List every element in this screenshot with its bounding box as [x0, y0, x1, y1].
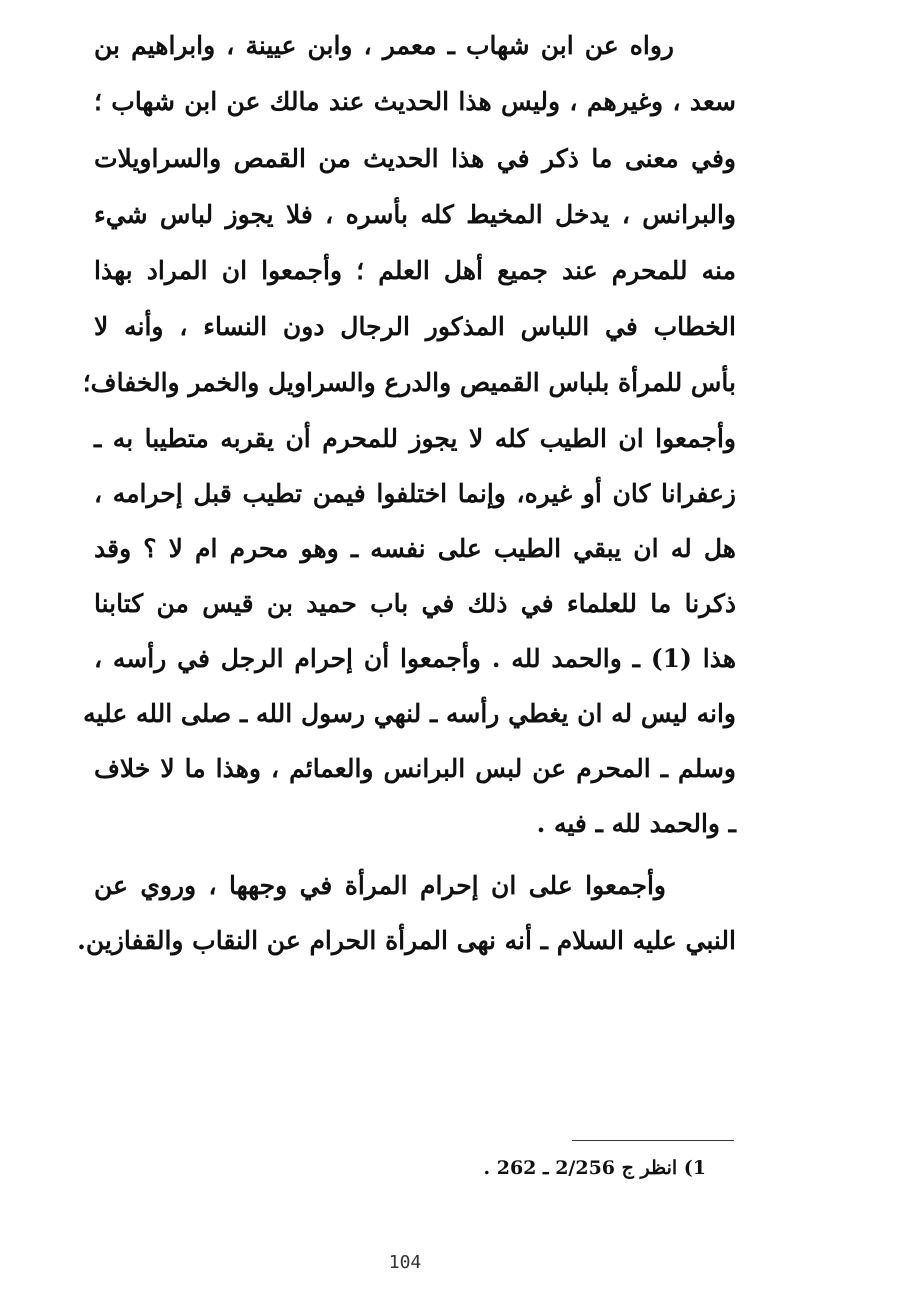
footnote-separator [572, 1140, 734, 1141]
text-line: سعد ، وغيرهم ، وليس هذا الحديث عند مالك عن ابن شهاب ؛ [94, 87, 736, 116]
text-line: زعفرانا كان أو غيره، وإنما اختلفوا فيمن تطيب قبل إحرامه ، [94, 479, 736, 508]
text-line: وأجمعوا ان الطيب كله لا يجوز للمحرم أن يقربه متطيبا به ـ [94, 424, 736, 453]
text-line: وسلم ـ المحرم عن لبس البرانس والعمائم ، وهذا ما لا خلاف [94, 754, 736, 783]
text-line: وانه ليس له ان يغطي رأسه ـ لنهي رسول الله ـ صلى الله عليه [83, 699, 736, 728]
text-line: ذكرنا ما للعلماء في ذلك في باب حميد بن قيس من كتابنا [94, 589, 736, 618]
text-line: وفي معنى ما ذكر في هذا الحديث من القمص والسراويلات [94, 144, 736, 173]
text-line: منه للمحرم عند جميع أهل العلم ؛ وأجمعوا ان المراد بهذا [94, 256, 736, 285]
footnote: 1) انظر ج 2/256 ـ 262 . [483, 1157, 706, 1179]
text-line: والبرانس ، يدخل المخيط كله بأسره ، فلا يجوز لباس شيء [94, 200, 736, 229]
text-line: الخطاب في اللباس المذكور الرجال دون النساء ، وأنه لا [94, 312, 736, 341]
text-line: هل له ان يبقي الطيب على نفسه ـ وهو محرم ام لا ؟ وقد [94, 534, 736, 563]
page-number: 104 [388, 1252, 422, 1273]
text-line: وأجمعوا على ان إحرام المرأة في وجهها ، وروي عن [94, 871, 666, 900]
text-line: هذا (1) ـ والحمد لله . وأجمعوا أن إحرام الرجل في رأسه ، [94, 644, 736, 673]
text-line: بأس للمرأة بلباس القميص والدرع والسراويل والخمر والخفاف؛ [82, 368, 736, 397]
text-line: رواه عن ابن شهاب ـ معمر ، وابن عيينة ، وابراهيم بن [94, 31, 674, 60]
text-line: النبي عليه السلام ـ أنه نهى المرأة الحرام عن النقاب والقفازين. [77, 926, 736, 955]
text-line: ـ والحمد لله ـ فيه . [536, 809, 736, 838]
